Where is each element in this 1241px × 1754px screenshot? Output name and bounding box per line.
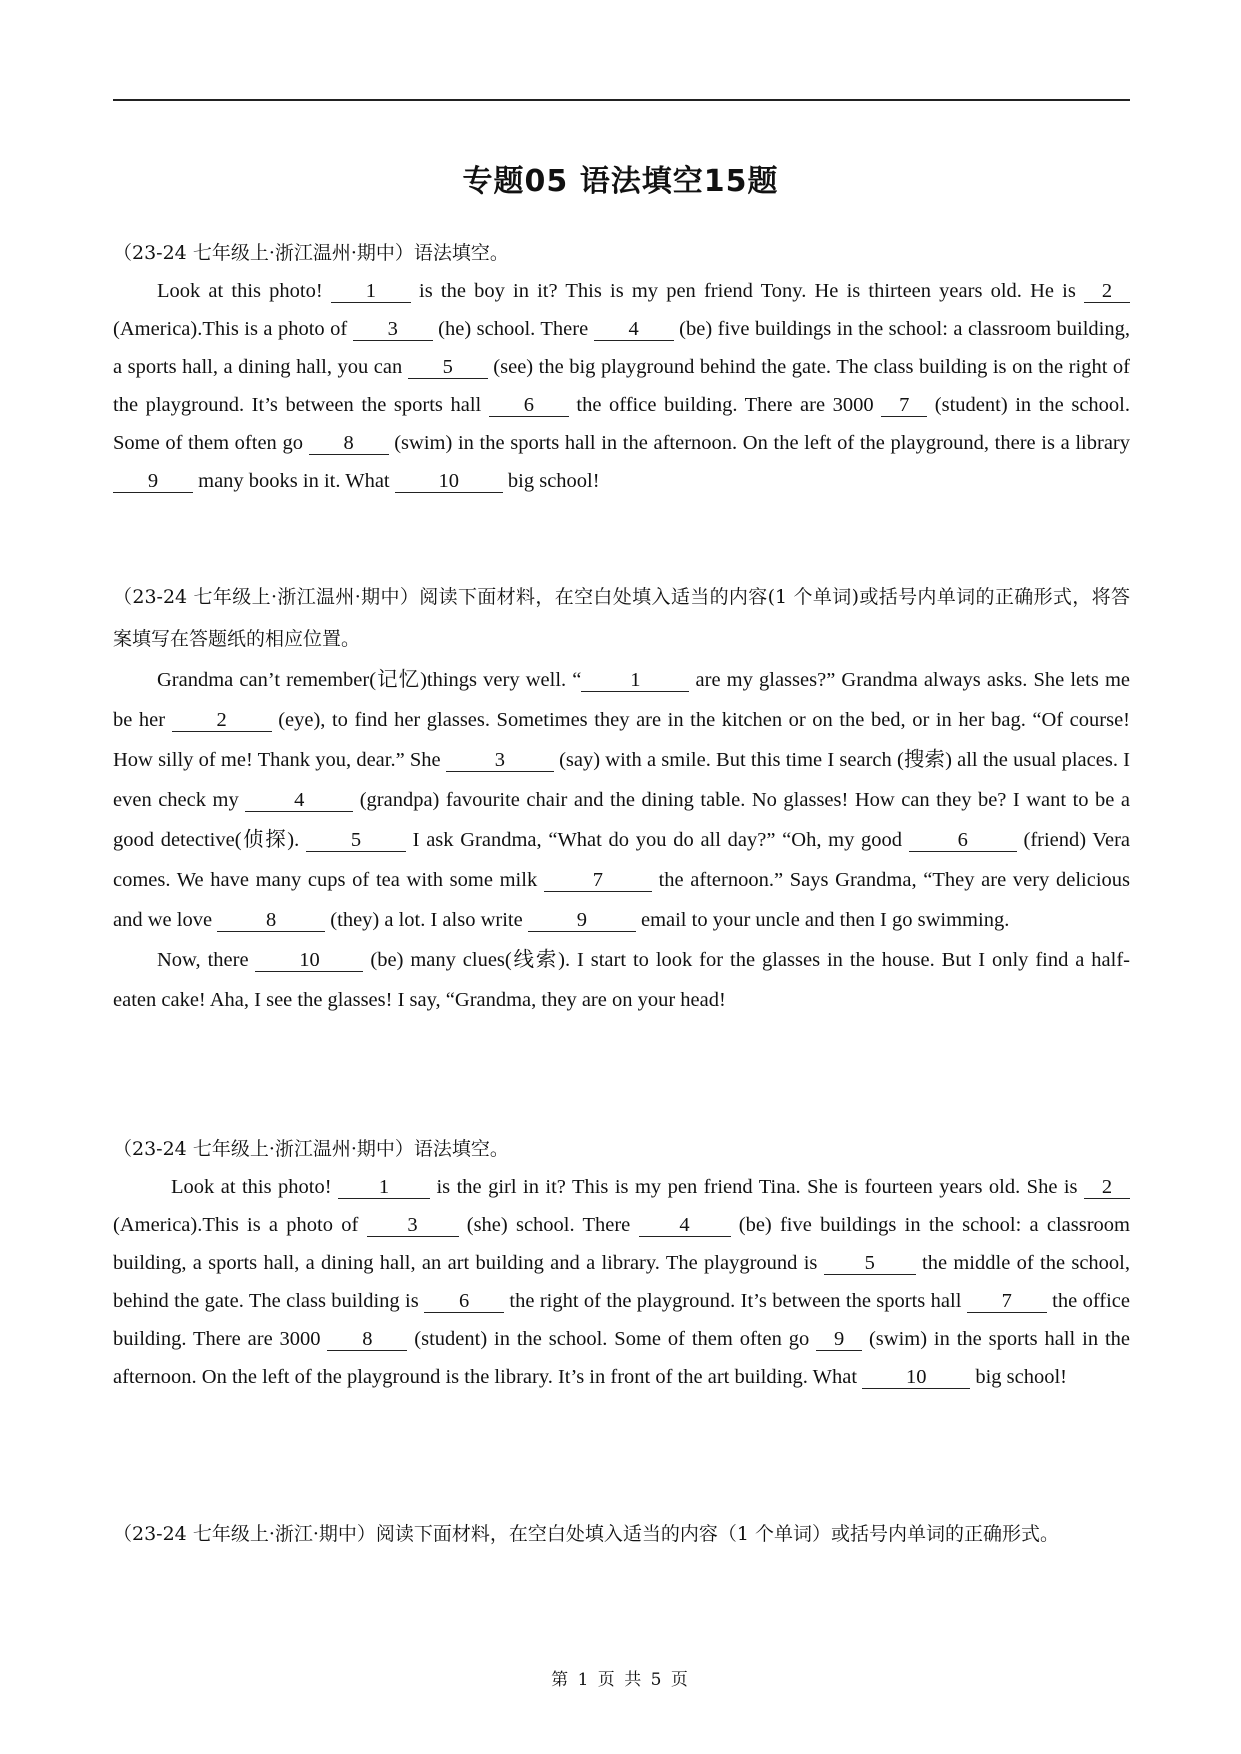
header-rule [113, 99, 1130, 101]
blank-6[interactable]: 6 [909, 829, 1017, 852]
blank-3[interactable]: 3 [446, 749, 554, 772]
blank-8[interactable]: 8 [217, 909, 325, 932]
question-passage: Grandma can’t remember(记忆)things very well. “ 1 are my glasses?” Grandma always asks. She lets me be her 2 (eye), to find her glasses. Sometimes they are in the kitchen or on the bed, or in her bag. “Of course! How silly of me! Thank you, dear.” She 3 (say) with a smile. But this time I search (搜索) all the usual places. I even check my 4 (grandpa) favourite chair and the dining table. No glasses! How can they be? I want to be a good detective(侦探). 5 I ask Grandma, “What do you do all day?” “Oh, my good 6 (friend) Vera comes. We have many cups of tea with some milk 7 the afternoon.” Says Grandma, “They are very delicious and we love 8 (they) a lot. I also write 9 email to your uncle and then I go swimming. [113, 669, 1131, 931]
blank-3[interactable]: 3 [367, 1214, 459, 1237]
blank-8[interactable]: 8 [327, 1328, 407, 1351]
blank-9[interactable]: 9 [528, 909, 636, 932]
blank-5[interactable]: 5 [824, 1252, 916, 1275]
question-passage-2: Now, there 10 (be) many clues(线索). I start to look for the glasses in the house. But I only find a half-eaten cake! Aha, I see the glasses! I say, “Grandma, they are on your head! [113, 949, 1130, 1011]
blank-4[interactable]: 4 [245, 789, 353, 812]
question-source: （23-24 七年级上·浙江·期中）阅读下面材料，在空白处填入适当的内容（1 个单词）或括号内单词的正确形式。 [113, 1523, 1060, 1545]
blank-2[interactable]: 2 [1084, 1176, 1130, 1199]
blank-10[interactable]: 10 [255, 949, 363, 972]
blank-4[interactable]: 4 [639, 1214, 731, 1237]
blank-2[interactable]: 2 [1084, 280, 1130, 303]
question-2 [113, 576, 1130, 1020]
blank-10[interactable]: 10 [862, 1366, 970, 1389]
blank-7[interactable]: 7 [967, 1290, 1047, 1313]
blank-8[interactable]: 8 [309, 432, 389, 455]
blank-9[interactable]: 9 [816, 1328, 862, 1351]
question-3 [113, 1130, 1130, 1396]
page-footer: 第 1 页 共 5 页 [551, 1670, 690, 1690]
page-title: 专题05 语法填空15题 [462, 164, 779, 199]
blank-1[interactable]: 1 [581, 669, 689, 692]
blank-6[interactable]: 6 [424, 1290, 504, 1313]
question-1 [113, 234, 1130, 500]
question-4 [113, 1512, 1130, 1556]
question-passage: Look at this photo! 1 is the boy in it? This is my pen friend Tony. He is thirteen years old. He is 2 (America).This is a photo of 3 (he) school. There 4 (be) five buildings in the school: a classroom building, a sports hall, a dining hall, you can 5 (see) the big playground behind the gate. The class building is on the right of the playground. It’s between the sports hall 6 the office building. There are 3000 7 (student) in the school. Some of them often go 8 (swim) in the sports hall in the afternoon. On the left of the playground, there is a library 9 many books in it. What 10 big school! [113, 280, 1131, 492]
blank-7[interactable]: 7 [881, 394, 927, 417]
blank-10[interactable]: 10 [395, 470, 503, 493]
blank-4[interactable]: 4 [594, 318, 674, 341]
blank-6[interactable]: 6 [489, 394, 569, 417]
question-passage: Look at this photo! 1 is the girl in it? This is my pen friend Tina. She is fourteen years old. She is 2 (America).This is a photo of 3 (she) school. There 4 (be) five buildings in the school: a classroom building, a sports hall, a dining hall, an art building and a library. The playground is 5 the middle of the school, behind the gate. The class building is 6 the right of the playground. It’s between the sports hall 7 the office building. There are 3000 8 (student) in the school. Some of them often go 9 (swim) in the sports hall in the afternoon. On the left of the playground is the library. It’s in front of the art building. What 10 big school! [113, 1176, 1130, 1388]
question-source: （23-24 七年级上·浙江温州·期中）语法填空。 [113, 242, 509, 264]
blank-3[interactable]: 3 [353, 318, 433, 341]
blank-7[interactable]: 7 [544, 869, 652, 892]
blank-1[interactable]: 1 [331, 280, 411, 303]
question-source: （23-24 七年级上·浙江温州·期中）阅读下面材料，在空白处填入适当的内容(1 个单词)或括号内单词的正确形式，将答案填写在答题纸的相应位置。 [113, 586, 1130, 650]
question-source: （23-24 七年级上·浙江温州·期中）语法填空。 [113, 1138, 509, 1160]
blank-1[interactable]: 1 [338, 1176, 430, 1199]
blank-5[interactable]: 5 [306, 829, 406, 852]
blank-5[interactable]: 5 [408, 356, 488, 379]
blank-9[interactable]: 9 [113, 470, 193, 493]
blank-2[interactable]: 2 [172, 709, 272, 732]
